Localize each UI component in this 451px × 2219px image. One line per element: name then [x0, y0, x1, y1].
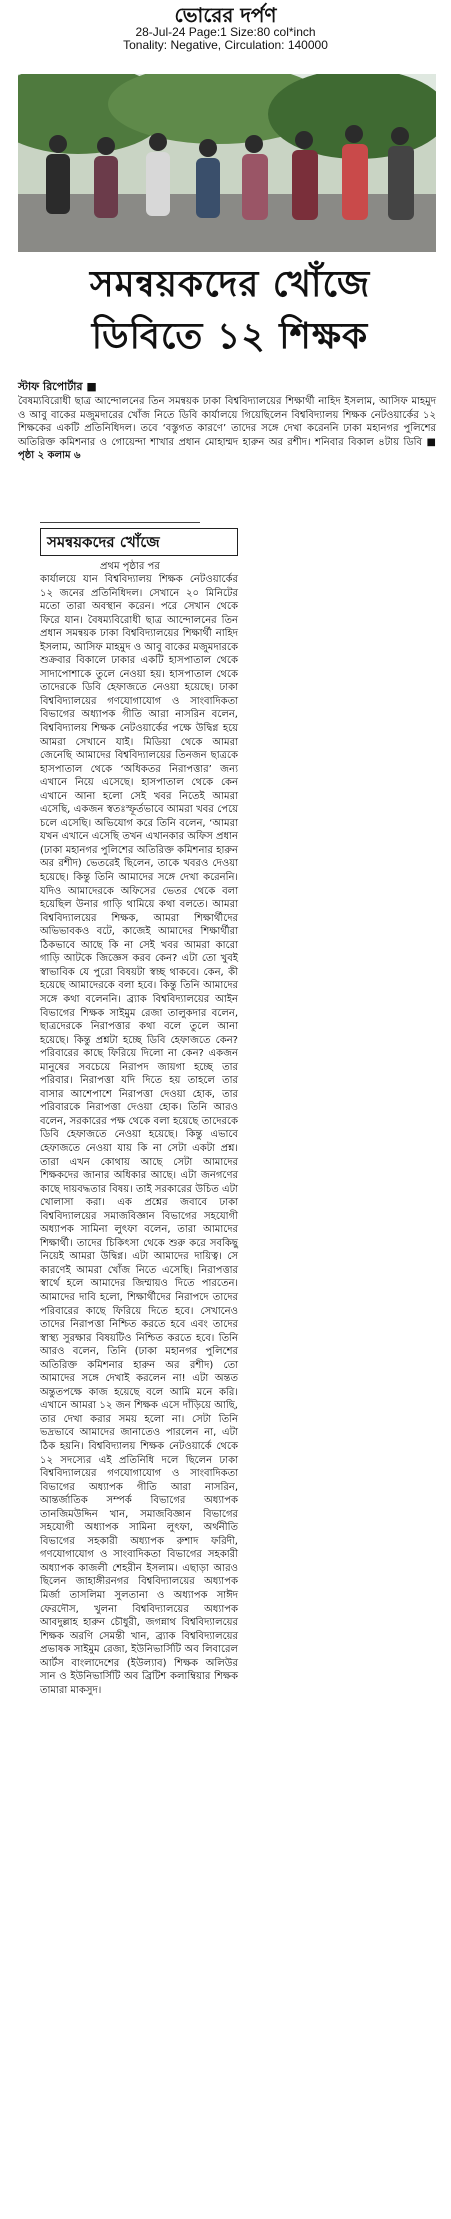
continuation-column	[40, 528, 238, 1697]
section-divider	[40, 522, 200, 523]
continuation-body: কার্যালয়ে যান বিশ্ববিদ্যালয় শিক্ষক নেটওয়ার্কের ১২ জনের প্রতিনিধিদল। সেখানে ২০ মিনিটের মতো তারা অবস্থান করেন। পরে সেখান থেকে ফিরে যান। বৈষম্যবিরোধী ছাত্র আন্দোলনের তিন প্রধান সমন্বয়ক ঢাকা বিশ্ববিদ্যালয়ের শিক্ষার্থী নাহিদ ইসলাম, আসিফ মাহমুদ ও আবু বাকের মজুমদারকে শুক্রবার বিকালে ঢাকার একটি হাসপাতাল থেকে সাদাপোশাকে তুলে নেওয়া হয়। হাসপাতাল থেকে তাদেরকে ডিবি হেফাজতে নেওয়া হয়েছে। ঢাকা বিশ্ববিদ্যালয়ের গণযোগাযোগ ও সাংবাদিকতা বিভাগের অধ্যাপক গীতি আরা নাসরিন বলেন, বিশ্ববিদ্যালয় শিক্ষক নেটওয়ার্কের পক্ষে উদ্বিগ্ন হয়ে আমরা সেখানে যাই। মিডিয়া থেকে আমরা জেনেছি আমাদের বিশ্ববিদ্যালয়ের তিনজন ছাত্রকে হাসপাতাল থেকে ‘অধিকতর নিরাপত্তার’ জন্য এখানে নিয়ে এসেছে। হাসপাতাল থেকে কেন এখানে আনা হলো সেই খবর নিতেই আমরা এসেছি, একজন স্বতঃস্ফূর্তভাবে আমরা খবর পেয়ে চলে এসেছি। অভিযোগ করে তিনি বলেন, ‘আমরা যখন এখানে এসেছি তখন এখানকার অফিস প্রধান (ঢাকা মহানগর পুলিশের অতিরিক্ত কমিশনার হারুন অর রশীদ) ভেতরেই ছিলেন, তাকে খবরও দেওয়া হয়েছে। কিন্তু তিনি আমাদের সঙ্গে দেখা করেননি। যদিও আমাদেরকে অফিসের ভেতর থেকে বলা হয়েছিল উনার গাড়ি থামিয়ে কথা বলতে। আমরা বিশ্ববিদ্যালয়ের শিক্ষক, আমরা শিক্ষার্থীদের অভিভাবকও বটে, কাজেই আমাদের শিক্ষার্থীরা ঠিকভাবে আছে কি না সেই খবর আমরা কারো গাড়ি আটকে জিজ্ঞেস করব কেন? এটা তো খুবই স্বাভাবিক যে পুরো বিষয়টা স্বচ্ছ থাকবে। কেন, কী হয়েছে আমাদেরকে বলা হবে। কিন্তু তিনি আমাদের সঙ্গে কথা বলেননি। ব্র্যাক বিশ্ববিদ্যালয়ের আইন বিভাগের শিক্ষক সাইমুম রেজা তালুকদার বলেন, ছাত্রদেরকে নিরাপত্তার কথা বলে তুলে আনা হয়েছে। কিন্তু প্রশ্নটা হচ্ছে ডিবি হেফাজতে কেন? পরিবারের কাছে ফিরিয়ে দিলো না কেন? একজন মানুষের সবচেয়ে নিরাপদ জায়গা হচ্ছে তার পরিবার। নিরাপত্তা যদি দিতে হয় তাহলে তার বাসার আশেপাশে নিরাপত্তা দেওয়া হোক, তার পরিবারকে নিরাপত্তা দেওয়া হোক। তিনি আরও বলেন, সরকারের পক্ষ থেকে বলা হয়েছে তাদেরকে ডিবি হেফাজতে নেওয়া হয়েছে। কিন্তু এভাবে হেফাজতে নেওয়া যায় কি না সেটা একটা প্রশ্ন। তারা এখন কোথায় আছে সেটা আমাদের শিক্ষকদের জানার অধিকার আছে। এটা জনগণের কাছে দায়বদ্ধতার বিষয়। তাই সরকারের উচিত এটা খোলাসা করা। এক প্রশ্নের জবাবে ঢাকা বিশ্ববিদ্যালয়ের সমাজবিজ্ঞান বিভাগের সহযোগী অধ্যাপক সামিনা লুৎফা বলেন, তারা আমাদের শিক্ষার্থী। তাদের চিকিৎসা থেকে শুরু করে সবকিছু নিয়েই আমরা উদ্বিগ্ন। এটা আমাদের দায়িত্ব। সে কারণেই আমরা খোঁজ নিতে এসেছি। নিরাপত্তার স্বার্থে হলে আমাদের জিম্মায়ও দিতে পারতেন। আমাদের দাবি হলো, শিক্ষার্থীদের নিরাপদে তাদের পরিবারের কাছে ফিরিয়ে দিতে হবে। সেখানেও তাদের নিরাপত্তা নিশ্চিত করতে হবে এবং তাদের স্বাস্থ্য সুরক্ষার বিষয়টিও নিশ্চিত করতে হবে। তিনি আরও বলেন, তিনি (ঢাকা মহানগর পুলিশের অতিরিক্ত কমিশনার হারুন অর রশীদ) তো আমাদের সঙ্গে দেখাই করলেন না! এটা অন্তত অন্তুতপক্ষে কাজ হয়েছে বলে আমি মনে করি। এখানে আমরা ১২ জন শিক্ষক এসে দাঁড়িয়ে আছি, তার দেখা করার সময় হলো না। সেটা তিনি ভদ্রভাবে আমাদের জানাতেও পারলেন না, এটা ঠিক হয়নি। বিশ্ববিদ্যালয় শিক্ষক নেটওয়ার্কে থেকে ১২ সদস্যের এই প্রতিনিধি দলে ছিলেন ঢাকা বিশ্ববিদ্যালয়ের গণযোগাযোগ ও সাংবাদিকতা বিভাগের অধ্যাপক গীতি আরা নাসরিন, আন্তর্জাতিক সম্পর্ক বিভাগের অধ্যাপক তানজিমউদ্দিন খান, সমাজবিজ্ঞান বিভাগের সহযোগী অধ্যাপক সামিনা লুৎফা, অর্থনীতি বিভাগের সহকারী অধ্যাপক রুশাদ ফরিদী, গণযোগাযোগ ও সাংবাদিকতা বিভাগের সহকারী অধ্যাপক কাজলী শেহরীন ইসলাম। এছাড়া আরও ছিলেন জাহাঙ্গীরনগর বিশ্ববিদ্যালয়ের অধ্যাপক মির্জা তাসলিমা সুলতানা ও অধ্যাপক সাঈদ ফেরদৌস, খুলনা বিশ্ববিদ্যালয়ের অধ্যাপক আবদুল্লাহ হারুন চৌধুরী, জগন্নাথ বিশ্ববিদ্যালয়ের শিক্ষক অরণি সেমন্তী খান, ব্র্যাক বিশ্ববিদ্যালয়ের প্রভাষক সাইমুম রেজা, ইউনিভার্সিটি অব লিবারেল আর্টস বাংলাদেশের (ইউল্যাব) শিক্ষক অলিউর সান ও ইউনিভার্সিটি অব ব্রিটিশ কলাম্বিয়ার শিক্ষক তামারা মাকসুদ।	[40, 574, 238, 1696]
headline-line-1: সমন্বয়কদের খোঁজে	[89, 263, 371, 305]
continuation-byline: প্রথম পৃষ্ঠার পর	[100, 561, 160, 572]
lead-paragraph	[18, 395, 436, 463]
continue-reference: ■ পৃষ্ঠা ২ কলাম ৬	[18, 436, 436, 462]
lead-text: বৈষম্যবিরোধী ছাত্র আন্দোলনের তিন সমন্বয়ক ঢাকা বিশ্ববিদ্যালয়ের শিক্ষার্থী নাহিদ ইসলাম, আসিফ মাহমুদ ও আবু বাকের মজুমদারের খোঁজ নিতে ডিবি কার্যালয়ে গিয়েছিলেন বিশ্ববিদ্যালয় শিক্ষক নেটওয়ার্কের ১২ শিক্ষকের একটি প্রতিনিধিদল। তবে ‘বস্তুগত কারণে’ তাদের সঙ্গে দেখা করেননি ঢাকা মহানগর পুলিশের অতিরিক্ত কমিশনার ও গোয়েন্দা শাখার প্রধান মোহাম্মদ হারুন অর রশীদ। শনিবার বিকাল ৪টায় ডিবি	[18, 396, 436, 448]
article-byline: স্টাফ রিপোর্টার ■	[18, 380, 97, 393]
clipping-meta-date: 28-Jul-24 Page:1 Size:80 col*inch	[135, 25, 316, 39]
clipping-meta-tonality: Tonality: Negative, Circulation: 140000	[123, 38, 328, 52]
masthead-logo: ভোরের দর্পণ	[174, 3, 277, 27]
headline-line-2: ডিবিতে ১২ শিক্ষক	[91, 315, 369, 357]
protest-group-photo	[18, 74, 436, 252]
newspaper-header	[0, 0, 451, 62]
continuation-heading: সমন্বয়কদের খোঁজে	[40, 528, 238, 556]
main-headline	[30, 258, 430, 362]
